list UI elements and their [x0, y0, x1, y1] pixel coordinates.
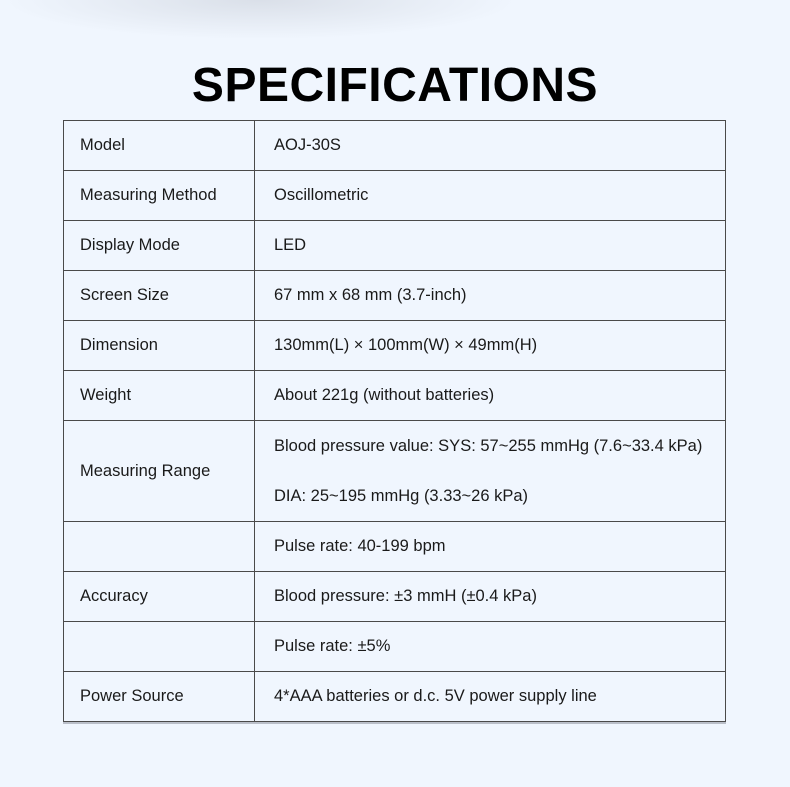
- page-title: SPECIFICATIONS: [191, 59, 599, 113]
- table-row-measuring-range: [64, 421, 726, 522]
- table-row-measuring-method: [64, 171, 726, 221]
- spec-label: Accuracy: [64, 572, 255, 622]
- spec-value: LED: [255, 221, 726, 271]
- table-row-accuracy: [64, 572, 726, 622]
- spec-label: Display Mode: [64, 221, 255, 271]
- spec-value: 4*AAA batteries or d.c. 5V power supply line: [255, 672, 726, 722]
- spec-label: Measuring Range: [64, 421, 255, 522]
- spec-label: [64, 622, 255, 672]
- table-row-screen-size: [64, 271, 726, 321]
- spec-label: Model: [64, 121, 255, 171]
- spec-value: Blood pressure: ±3 mmH (±0.4 kPa): [255, 572, 726, 622]
- spec-value: 130mm(L) × 100mm(W) × 49mm(H): [255, 321, 726, 371]
- spec-value: About 221g (without batteries): [255, 371, 726, 421]
- table-row-display-mode: [64, 221, 726, 271]
- spec-value: [255, 421, 726, 522]
- spec-value: AOJ-30S: [255, 121, 726, 171]
- spec-label: Measuring Method: [64, 171, 255, 221]
- spec-value: Oscillometric: [255, 171, 726, 221]
- spec-value: Pulse rate: ±5%: [255, 622, 726, 672]
- table-row-weight: [64, 371, 726, 421]
- spec-label: Screen Size: [64, 271, 255, 321]
- table-row-power-source: [64, 672, 726, 722]
- table-row-pulse-range: [64, 522, 726, 572]
- spec-value: Pulse rate: 40-199 bpm: [255, 522, 726, 572]
- spec-label: Power Source: [64, 672, 255, 722]
- table-row-dimension: [64, 321, 726, 371]
- spec-label: Dimension: [64, 321, 255, 371]
- spec-value: 67 mm x 68 mm (3.7-inch): [255, 271, 726, 321]
- spec-value-line: DIA: 25~195 mmHg (3.33~26 kPa): [274, 486, 529, 505]
- spec-value-line: Blood pressure value: SYS: 57~255 mmHg (7.6~33.4 kPa): [274, 436, 703, 455]
- table-row-pulse-accuracy: [64, 622, 726, 672]
- specifications-table: [63, 120, 726, 722]
- top-shadow-decoration: [0, 0, 520, 40]
- spec-label: [64, 522, 255, 572]
- table-row-model: [64, 121, 726, 171]
- spec-label: Weight: [64, 371, 255, 421]
